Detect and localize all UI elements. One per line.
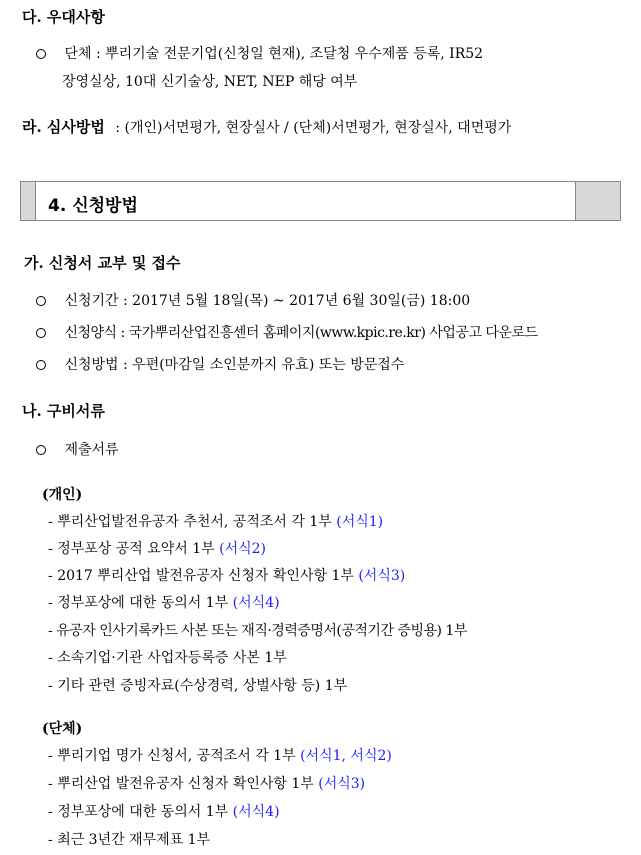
form-ref: (서식2)	[219, 541, 267, 557]
section-heading-ra: 라. 심사방법	[22, 118, 105, 136]
form-ref: (서식1, 서식2)	[300, 748, 392, 764]
form-ref: (서식3)	[318, 776, 366, 792]
item-text: 신청기간 : 2017년 5월 18일(목) ~ 2017년 6월 30일(금) 18:00	[64, 293, 471, 309]
list-item	[36, 44, 483, 64]
list-item	[36, 355, 404, 375]
section-title-box	[35, 182, 576, 220]
list-item	[36, 291, 470, 311]
list-item: - 정부포상 공적 요약서 1부 (서식2)	[48, 541, 267, 557]
section-title-bar	[20, 181, 621, 221]
form-ref: (서식4)	[232, 595, 280, 611]
item-text: 기타 관련 증빙자료(수상경력, 상벌사항 등) 1부	[57, 678, 348, 694]
section-heading-ga: 가. 신청서 교부 및 접수	[24, 254, 181, 272]
section-heading-na: 나. 구비서류	[22, 402, 105, 420]
list-item: - 2017 뿌리산업 발전유공자 신청자 확인사항 1부 (서식3)	[48, 568, 406, 584]
item-text: 신청양식 : 국가뿌리산업진흥센터 홈페이지(www.kpic.re.kr) 사업공고 다운로드	[64, 325, 538, 341]
review-method-text: : (개인)서면평가, 현장실사 / (단체)서면평가, 현장실사, 대면평가	[115, 120, 512, 136]
list-item: - 기타 관련 증빙자료(수상경력, 상벌사항 등) 1부	[48, 678, 348, 694]
section-heading-da: 다. 우대사항	[22, 8, 105, 26]
item-text: 단체 : 뿌리기술 전문기업(신청일 현재), 조달청 우수제품 등록, IR52	[64, 46, 484, 62]
item-text: 소속기업·기관 사업자등록증 사본 1부	[57, 650, 287, 666]
item-text: 뿌리기업 명가 신청서, 공적조서 각 1부	[57, 748, 301, 764]
form-ref: (서식1)	[336, 514, 384, 530]
item-text: 정부포상 공적 요약서 1부	[57, 541, 220, 557]
form-ref: (서식3)	[358, 568, 406, 584]
list-item: - 뿌리산업 발전유공자 신청자 확인사항 1부 (서식3)	[48, 776, 366, 792]
item-text: 정부포상에 대한 동의서 1부	[57, 595, 233, 611]
item-text: 정부포상에 대한 동의서 1부	[57, 804, 233, 820]
list-item: - 정부포상에 대한 동의서 1부 (서식4)	[48, 595, 280, 611]
item-text-continued: 장영실상, 10대 신기술상, NET, NEP 해당 여부	[62, 74, 358, 90]
item-text: 최근 3년간 재무제표 1부	[57, 832, 211, 848]
list-item: - 소속기업·기관 사업자등록증 사본 1부	[48, 650, 287, 666]
item-text: 뿌리산업 발전유공자 신청자 확인사항 1부	[57, 776, 319, 792]
item-text: 유공자 인사기록카드 사본 또는 재직·경력증명서(공적기간 증빙용) 1부	[56, 623, 467, 639]
circle-bullet-icon	[36, 296, 46, 306]
circle-bullet-icon	[36, 360, 46, 370]
list-item: - 유공자 인사기록카드 사본 또는 재직·경력증명서(공적기간 증빙용) 1부	[48, 623, 467, 639]
list-item	[36, 440, 119, 460]
item-text: 신청방법 : 우편(마감일 소인분까지 유효) 또는 방문접수	[64, 357, 405, 373]
circle-bullet-icon	[36, 49, 46, 59]
item-text: 뿌리산업발전유공자 추천서, 공적조서 각 1부	[57, 514, 337, 530]
list-item: - 뿌리산업발전유공자 추천서, 공적조서 각 1부 (서식1)	[48, 514, 384, 530]
section-title: 4. 신청방법	[48, 196, 138, 216]
list-item: - 최근 3년간 재무제표 1부	[48, 832, 211, 848]
form-ref: (서식4)	[232, 804, 280, 820]
group-label: (단체)	[42, 721, 83, 737]
item-text: 2017 뿌리산업 발전유공자 신청자 확인사항 1부	[57, 568, 359, 584]
list-item	[36, 323, 538, 343]
individual-label: (개인)	[42, 487, 83, 503]
circle-bullet-icon	[36, 445, 46, 455]
item-text: 제출서류	[64, 442, 119, 458]
section-ra	[22, 117, 511, 138]
circle-bullet-icon	[36, 328, 46, 338]
list-item: - 뿌리기업 명가 신청서, 공적조서 각 1부 (서식1, 서식2)	[48, 748, 392, 764]
list-item: - 정부포상에 대한 동의서 1부 (서식4)	[48, 804, 280, 820]
